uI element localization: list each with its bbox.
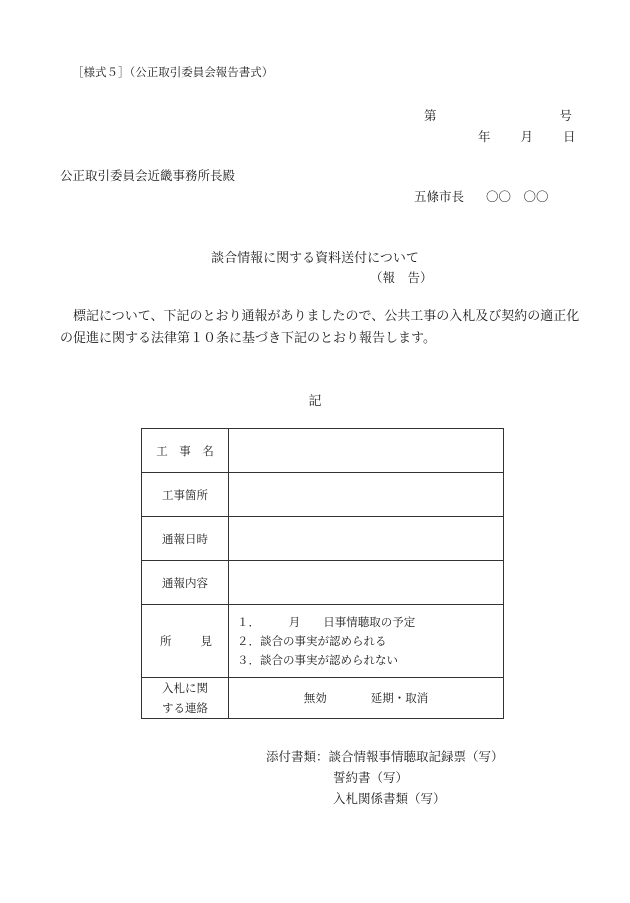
opinion-option: １． 月 日事情聴取の予定 xyxy=(237,614,416,629)
body-text: 標記について、下記のとおり通報がありましたので、公共工事の入札及び契約の適正化の促進に関する法律第１０条に基づき下記のとおり報告します。 xyxy=(60,309,580,346)
sender xyxy=(414,187,549,205)
value-report-datetime xyxy=(229,517,504,561)
option-postpone-cancel: 延期・取消 xyxy=(370,691,429,705)
label-opinion-right: 見 xyxy=(200,634,212,648)
value-project-name xyxy=(229,429,504,473)
date-year: 年 xyxy=(478,129,491,144)
attachments-label: 添付書類： xyxy=(266,749,329,764)
table-row xyxy=(142,605,504,678)
number-prefix: 第 xyxy=(424,108,437,123)
table-row xyxy=(142,561,504,605)
label-bid-contact-line2: する連絡 xyxy=(162,701,208,715)
attachment-item: 入札関係書類（写） xyxy=(333,791,446,806)
addressee: 公正取引委員会近畿事務所長殿 xyxy=(60,168,236,183)
number-suffix: 号 xyxy=(559,108,572,123)
label-bid-contact xyxy=(142,678,229,719)
label-bid-contact-line1: 入札に関 xyxy=(162,681,208,695)
label-report-content: 通報内容 xyxy=(142,561,229,605)
document-title: 談合情報に関する資料送付について xyxy=(211,251,419,266)
table-row xyxy=(142,678,504,719)
label-project-location: 工事箇所 xyxy=(142,473,229,517)
table-row xyxy=(142,429,504,473)
bid-contact-options xyxy=(229,678,504,719)
opinion-option: ３．談合の事実が認められない xyxy=(237,652,398,667)
date-month: 月 xyxy=(520,129,534,144)
value-report-content xyxy=(229,561,504,605)
document-subtitle: （報 告） xyxy=(370,270,433,285)
option-invalid: 無効 xyxy=(303,691,327,705)
sender-name: 〇〇 〇〇 xyxy=(486,189,549,204)
ki-heading: 記 xyxy=(308,394,322,409)
attachment-item: 誓約書（写） xyxy=(333,770,409,785)
attachments xyxy=(266,746,504,809)
document-date xyxy=(478,127,576,145)
label-project-name: 工 事 名 xyxy=(142,429,229,473)
label-report-datetime: 通報日時 xyxy=(142,517,229,561)
label-opinion xyxy=(142,605,229,678)
label-opinion-left: 所 xyxy=(160,634,172,648)
report-table xyxy=(141,428,504,719)
date-day: 日 xyxy=(563,129,576,144)
table-row xyxy=(142,473,504,517)
opinion-options xyxy=(229,605,504,678)
form-label: ［様式５］（公正取引委員会報告書式） xyxy=(72,65,274,79)
opinion-option: ２．談合の事実が認められる xyxy=(237,633,387,648)
sender-title: 五條市長 xyxy=(414,189,465,204)
attachment-item: 談合情報事情聴取記録票（写） xyxy=(328,749,504,764)
table-row xyxy=(142,517,504,561)
value-project-location xyxy=(229,473,504,517)
